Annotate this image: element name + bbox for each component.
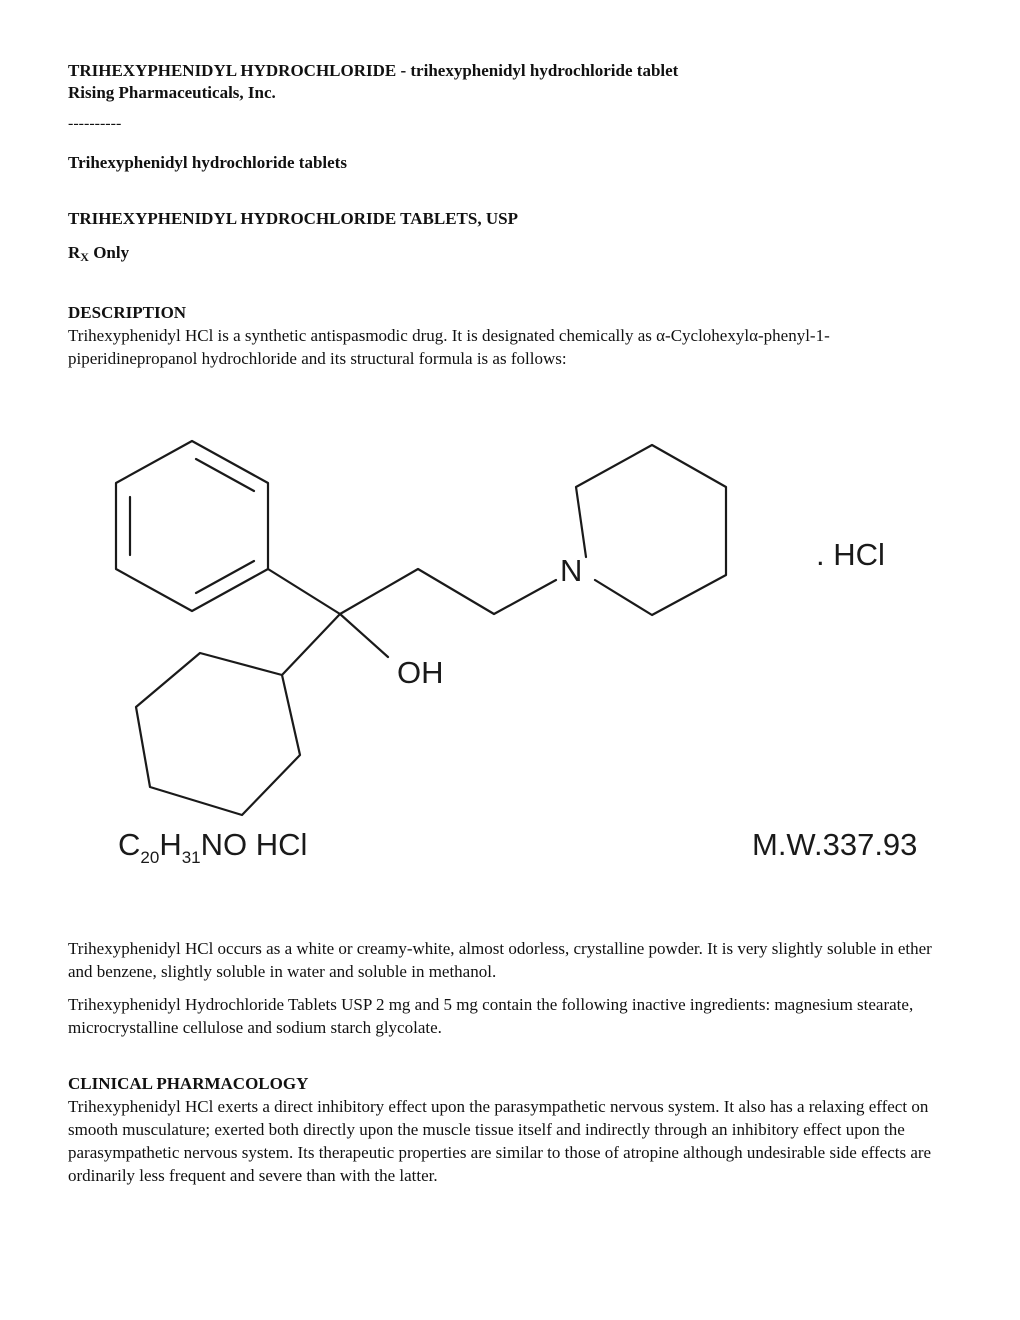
product-title: Trihexyphenidyl hydrochloride tablets bbox=[68, 153, 347, 172]
phenyl-ring bbox=[116, 441, 268, 611]
formula-c-subscript: 20 bbox=[140, 848, 160, 867]
formula-rest: NO HCl bbox=[200, 827, 308, 862]
rx-only bbox=[68, 242, 958, 268]
cyclohexyl-ring bbox=[136, 653, 300, 815]
formula-h-subscript: 31 bbox=[181, 848, 201, 867]
structural-formula bbox=[0, 395, 1020, 905]
clinical-pharmacology-heading: CLINICAL PHARMACOLOGY bbox=[68, 1074, 309, 1093]
phenyl-double-bond-1 bbox=[196, 459, 254, 491]
label-page bbox=[68, 60, 958, 370]
phenyl-double-bond-2 bbox=[196, 561, 254, 593]
piperidine-ring bbox=[576, 445, 726, 615]
document-title: TRIHEXYPHENIDYL HYDROCHLORIDE - trihexyphenidyl hydrochloride tablet bbox=[68, 61, 679, 80]
formula-c: C bbox=[118, 827, 141, 862]
hcl-salt-label: . HCl bbox=[816, 537, 885, 572]
separator: ---------- bbox=[68, 115, 122, 132]
clinical-pharmacology-paragraph: Trihexyphenidyl HCl exerts a direct inhibitory effect upon the parasympathetic nervous system. It also has a relaxing effect on smooth musculature; exerted both directly upon the muscle tissue itself and indirectly through an inhibitory effect upon the parasympathetic nervous system. Its therapeutic properties are similar to those of atropine although undesirable side effects are ordinarily less frequent and severe than with the latter. bbox=[68, 1097, 932, 1185]
rx-x: X bbox=[80, 250, 89, 264]
rx-only-text: Only bbox=[88, 243, 130, 262]
description-paragraph-2: Trihexyphenidyl HCl occurs as a white or creamy-white, almost odorless, crystalline powder. It is very slightly soluble in ether and benzene, slightly soluble in water and soluble in methanol. bbox=[68, 939, 932, 981]
formula-h: H bbox=[159, 827, 182, 862]
nitrogen-label: N bbox=[560, 553, 583, 588]
description-continued bbox=[68, 937, 958, 1197]
propyl-chain bbox=[340, 569, 556, 614]
company-name: Rising Pharmaceuticals, Inc. bbox=[68, 83, 276, 102]
description-heading: DESCRIPTION bbox=[68, 303, 187, 322]
bond-carbon-cyclohexyl bbox=[282, 614, 340, 675]
description-paragraph-3: Trihexyphenidyl Hydrochloride Tablets USP 2 mg and 5 mg contain the following inactive ingredients: magnesium stearate, microcrystalline cellulose and sodium starch glycolate. bbox=[68, 995, 914, 1037]
bond-carbon-oh bbox=[340, 614, 388, 657]
section-title: TRIHEXYPHENIDYL HYDROCHLORIDE TABLETS, USP bbox=[68, 209, 518, 228]
molecular-formula bbox=[118, 827, 307, 867]
molecular-weight: M.W.337.93 bbox=[752, 827, 918, 862]
rx-r: R bbox=[68, 243, 81, 262]
hydroxyl-label: OH bbox=[397, 655, 444, 690]
bond-phenyl-carbon bbox=[268, 569, 340, 614]
description-paragraph-1: Trihexyphenidyl HCl is a synthetic antispasmodic drug. It is designated chemically as α-Cyclohexylα-phenyl-1-piperidinepropanol hydrochloride and its structural formula is as follows: bbox=[68, 326, 830, 368]
